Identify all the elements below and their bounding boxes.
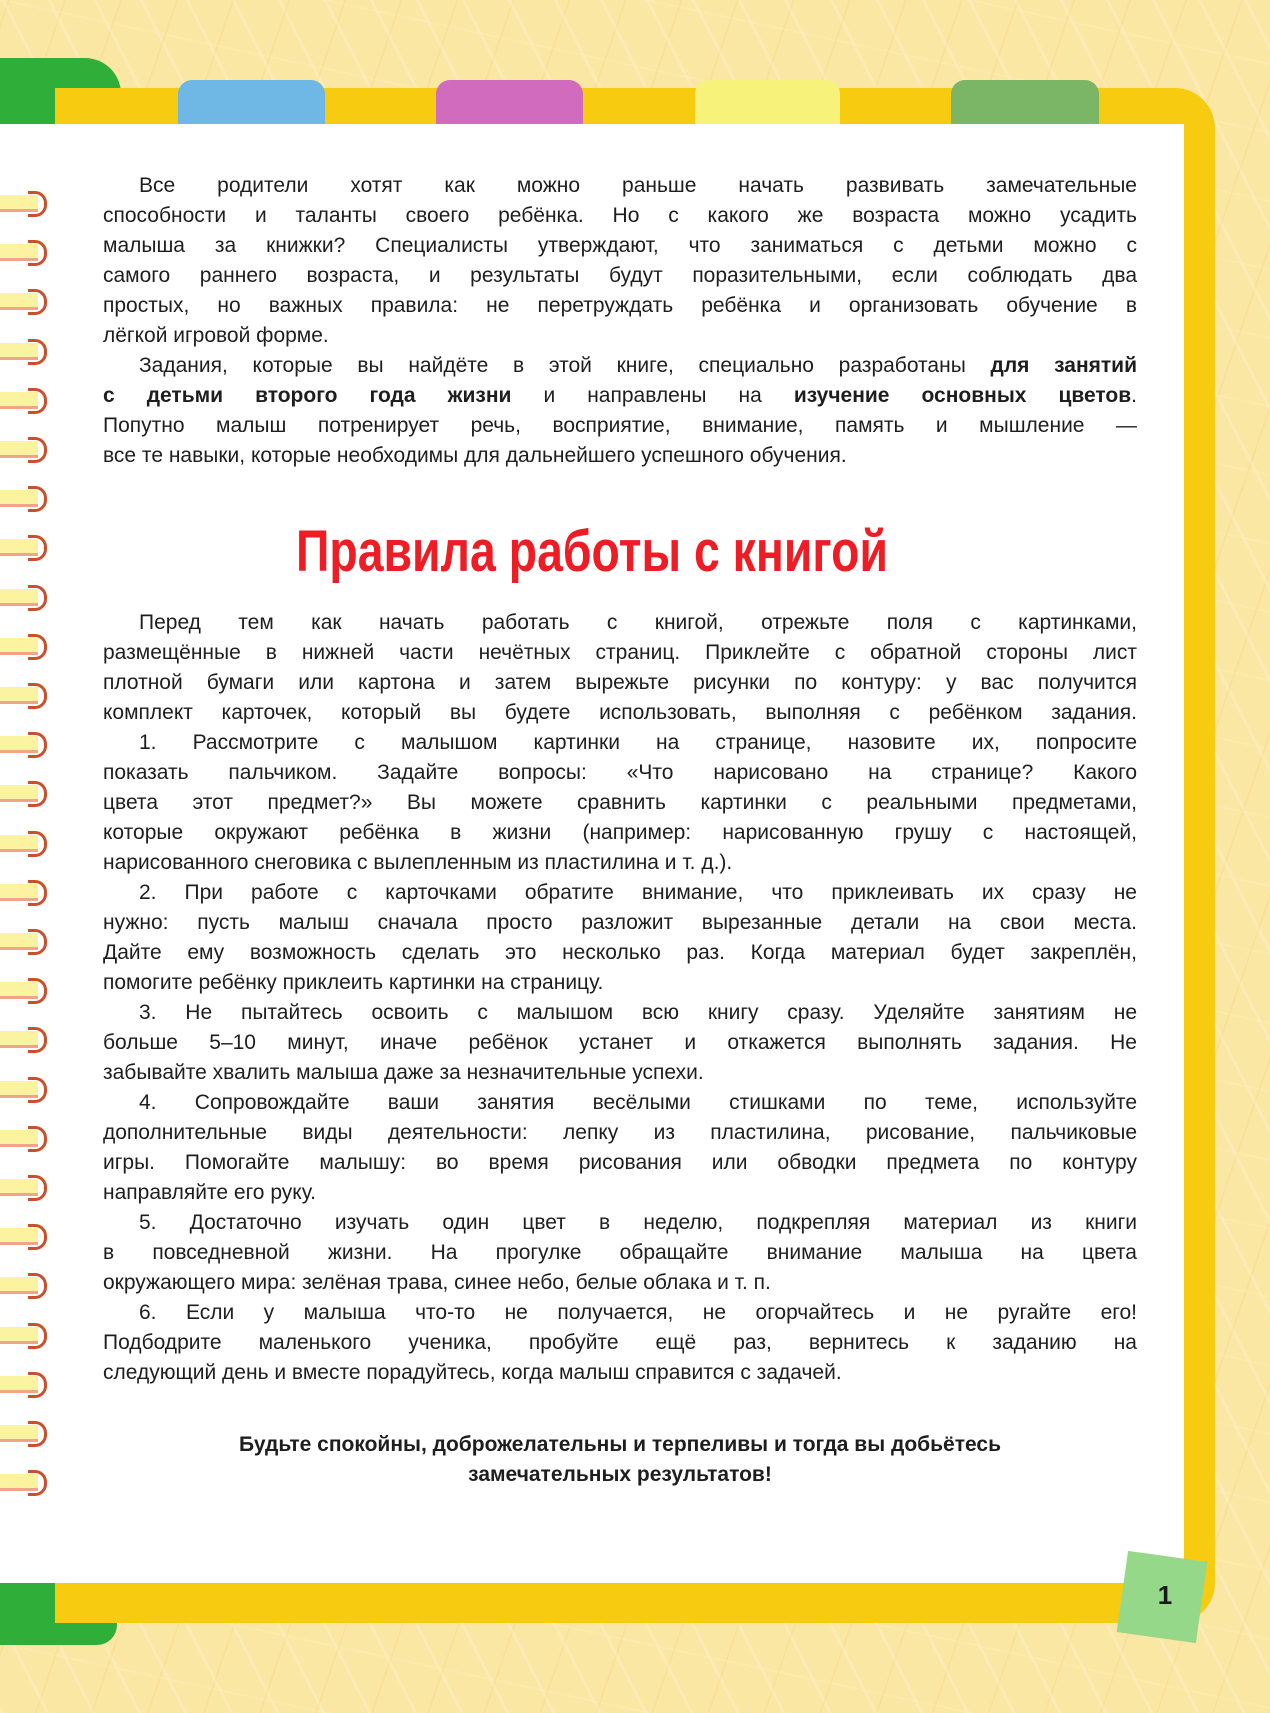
tab-green (951, 80, 1099, 130)
text-line: Дайте ему возможность сделать это несколько раз. Когда материал будет закреплён, (103, 941, 1137, 964)
text-line: 2. При работе с карточками обратите внимание, что приклеивать их сразу не (139, 881, 1137, 904)
text-line: Подбодрите маленького ученика, пробуйте ещё раз, вернитесь к заданию на (103, 1331, 1137, 1354)
text-line: цвета этот предмет?» Вы можете сравнить картинки с реальными предметами, (103, 791, 1137, 814)
bold-text: с детьми второго года жизни (103, 384, 512, 407)
text-segment: и направлены на (511, 384, 794, 407)
bold-text: изучение основных цветов (793, 384, 1132, 407)
text-line: 1. Рассмотрите с малышом картинки на странице, назовите их, попросите (139, 731, 1137, 754)
text-segment: все те навыки, которые необходимы для дальнейшего успешного обучения. (103, 444, 847, 467)
text-segment: лёгкой игровой форме. (103, 324, 329, 347)
spiral-ring (0, 1224, 46, 1246)
text-segment: самого раннего возраста, и результаты будут поразительными, если соблюдать два (103, 264, 1137, 287)
text-line (103, 441, 1137, 471)
text-line: в повседневной жизни. На прогулке обращайте внимание малыша на цвета (103, 1241, 1137, 1264)
text-line: комплект карточек, который вы будете использовать, выполняя с ребёнком задания. (103, 701, 1137, 724)
text-line (103, 381, 1137, 411)
spiral-ring (0, 486, 46, 508)
text-line: Перед тем как начать работать с книгой, отрежьте поля с картинками, (139, 611, 1137, 634)
text-segment: простых, но важных правила: не перетруждать ребёнка и организовать обучение в (103, 294, 1137, 317)
spiral-ring (0, 978, 46, 1000)
text-line: следующий день и вместе порадуйтесь, когда малыш справится с задачей. (103, 1361, 842, 1384)
spiral-ring (0, 880, 46, 902)
text-line: нарисованного снеговика с вылепленным из пластилина и т. д.). (103, 851, 733, 874)
spiral-ring (0, 683, 46, 705)
text-line (103, 201, 1137, 231)
tab-blue (178, 80, 325, 130)
bold-text: для занятий (990, 354, 1138, 377)
spiral-ring (0, 831, 46, 853)
text-line (103, 171, 1137, 201)
text-segment: малыша за книжки? Специалисты утверждают, что заниматься с детьми можно с (103, 234, 1137, 257)
text-line: размещённые в нижней части нечётных страниц. Приклейте с обратной стороны лист (103, 641, 1137, 664)
text-segment: . (1131, 384, 1137, 407)
spiral-ring (0, 240, 46, 262)
text-segment: Все родители хотят как можно раньше начать развивать замечательные (139, 174, 1137, 197)
spiral-ring (0, 437, 46, 459)
text-line: игры. Помогайте малышу: во время рисования или обводки предмета по контуру (103, 1151, 1137, 1174)
text-segment: Задания, которые вы найдёте в этой книге, специально разработаны (139, 354, 991, 377)
heading-text: Правила работы с книгой (295, 519, 888, 584)
text-segment: Попутно малыш потренирует речь, восприятие, внимание, память и мышление — (103, 414, 1137, 437)
text-line (103, 231, 1137, 261)
text-line: 3. Не пытайтесь освоить с малышом всю книгу сразу. Уделяйте занятиям не (139, 1001, 1137, 1024)
spiral-ring (0, 732, 46, 754)
text-line (103, 351, 1137, 381)
spiral-ring (0, 191, 46, 213)
text-line: 6. Если у малыша что-то не получается, не огорчайтесь и не ругайте его! (139, 1301, 1137, 1324)
spiral-ring (0, 1027, 46, 1049)
text-line (103, 291, 1137, 321)
text-segment: способности и таланты своего ребёнка. Но с какого же возраста можно усадить (103, 204, 1137, 227)
spiral-ring (0, 1372, 46, 1394)
spiral-ring (0, 1175, 46, 1197)
spiral-ring (0, 339, 46, 361)
text-line: дополнительные виды деятельности: лепку из пластилина, рисование, пальчиковые (103, 1121, 1137, 1144)
tab-yellow (695, 80, 840, 130)
text-line: плотной бумаги или картона и затем вырежьте рисунки по контуру: у вас получится (103, 671, 1137, 694)
rules-text (103, 608, 1137, 1388)
closing-line: замечательных результатов! (468, 1463, 772, 1486)
text-line: помогите ребёнку приклеить картинки на страницу. (103, 971, 604, 994)
closing-line: Будьте спокойны, доброжелательны и терпеливы и тогда вы добьётесь (239, 1433, 1001, 1456)
closing-note (103, 1430, 1137, 1490)
page-heading (0, 520, 1184, 584)
spiral-ring (0, 929, 46, 951)
text-line (103, 321, 1137, 351)
spiral-ring (0, 388, 46, 410)
text-line: больше 5–10 минут, иначе ребёнок устанет и откажется выполнять задания. Не (103, 1031, 1137, 1054)
spiral-ring (0, 585, 46, 607)
text-line (103, 411, 1137, 441)
spiral-ring (0, 1323, 46, 1345)
spiral-ring (0, 1126, 46, 1148)
text-line: окружающего мира: зелёная трава, синее небо, белые облака и т. п. (103, 1271, 771, 1294)
text-line: 4. Сопровождайте ваши занятия весёлыми стишками по теме, используйте (139, 1091, 1137, 1114)
spiral-ring (0, 289, 46, 311)
intro-text (103, 171, 1137, 471)
spiral-ring (0, 1421, 46, 1443)
spiral-ring (0, 1273, 46, 1295)
text-line: направляйте его руку. (103, 1181, 316, 1204)
spiral-ring (0, 1470, 46, 1492)
text-line: 5. Достаточно изучать один цвет в неделю, подкрепляя материал из книги (139, 1211, 1137, 1234)
spiral-ring (0, 781, 46, 803)
text-line: которые окружают ребёнка в жизни (например: нарисованную грушу с настоящей, (103, 821, 1137, 844)
spiral-ring (0, 1077, 46, 1099)
spiral-ring (0, 634, 46, 656)
tab-pink (436, 80, 583, 130)
text-line: забывайте хвалить малыша даже за незначительные успехи. (103, 1061, 704, 1084)
text-line (103, 261, 1137, 291)
text-line: нужно: пусть малыш сначала просто разложит вырезанные детали на свои места. (103, 911, 1137, 934)
text-line: показать пальчиком. Задайте вопросы: «Что нарисовано на странице? Какого (103, 761, 1137, 784)
page-number: 1 (1157, 1580, 1173, 1610)
